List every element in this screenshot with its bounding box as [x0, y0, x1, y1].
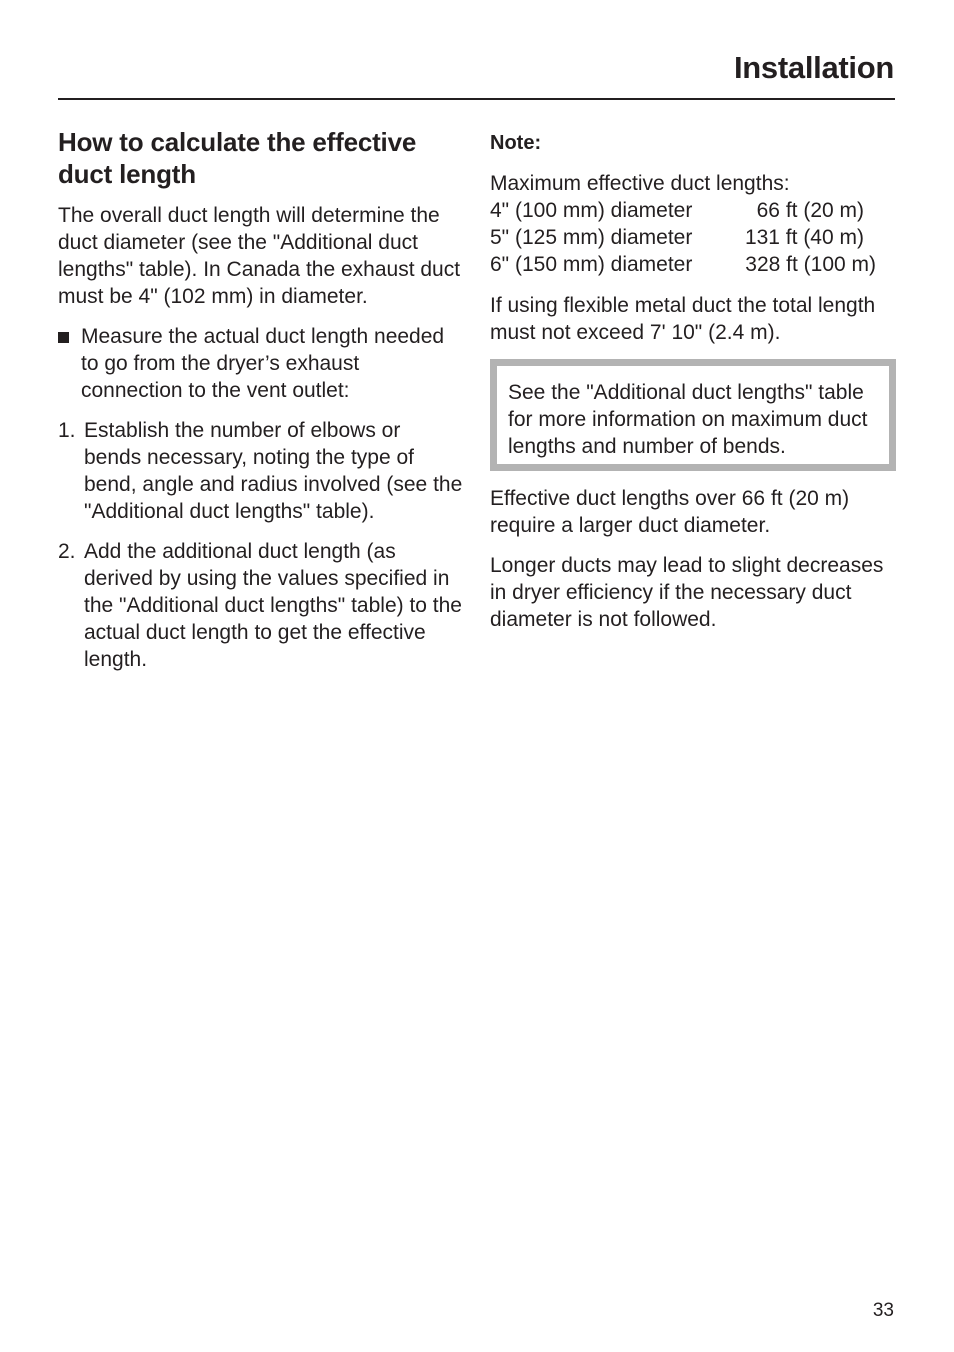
square-bullet-icon — [58, 332, 69, 343]
duct-max-length: 66 ft (20 m) — [756, 199, 864, 222]
duct-diameter: 4" (100 mm) diameter — [490, 199, 693, 222]
right-column — [490, 130, 896, 646]
step-item-2 — [58, 538, 463, 673]
page-number: 33 — [872, 1300, 894, 1321]
page-section-title: Installation — [733, 50, 894, 85]
duct-max-length: 328 ft (100 m) — [745, 253, 876, 276]
bullet-item — [58, 323, 463, 404]
note-label: Note: — [490, 132, 542, 154]
step-text: Add the additional duct length (as derived by using the values specified in the "Additional duct lengths" table) to the actual duct length to get the effective length. — [84, 540, 462, 671]
bullet-text: Measure the actual duct length needed to go from the dryer’s exhaust connection to the vent outlet: — [81, 325, 445, 402]
step-number: 2. — [58, 540, 76, 563]
notice-text: See the "Additional duct lengths" table for more information on maximum duct lengths and number of bends. — [508, 381, 868, 458]
step-text: Establish the number of elbows or bends necessary, noting the type of bend, angle and radius involved (see the "Additional duct lengths" table). — [84, 419, 463, 523]
header-divider — [58, 98, 895, 100]
max-length-row — [490, 224, 876, 251]
left-column — [58, 126, 463, 686]
duct-diameter: 6" (150 mm) diameter — [490, 253, 693, 276]
larger-diameter-paragraph: Effective duct lengths over 66 ft (20 m) require a larger duct diameter. — [490, 487, 850, 537]
step-item-1 — [58, 417, 463, 525]
max-length-row — [490, 197, 876, 224]
intro-paragraph: The overall duct length will determine the duct diameter (see the "Additional duct lengths" table). In Canada the exhaust duct must be 4" (102 mm) in diameter. — [58, 204, 461, 308]
max-length-row — [490, 251, 876, 278]
duct-max-length: 131 ft (40 m) — [744, 226, 864, 249]
section-heading: How to calculate the effective duct length — [58, 127, 417, 189]
step-number: 1. — [58, 419, 76, 442]
info-notice-box — [490, 359, 896, 471]
max-lengths-intro: Maximum effective duct lengths: — [490, 172, 790, 195]
duct-diameter: 5" (125 mm) diameter — [490, 226, 693, 249]
efficiency-paragraph: Longer ducts may lead to slight decreases in dryer efficiency if the necessary duct diameter is not followed. — [490, 554, 884, 631]
flexible-duct-paragraph: If using flexible metal duct the total length must not exceed 7' 10" (2.4 m). — [490, 294, 876, 344]
max-lengths-table — [490, 170, 896, 278]
